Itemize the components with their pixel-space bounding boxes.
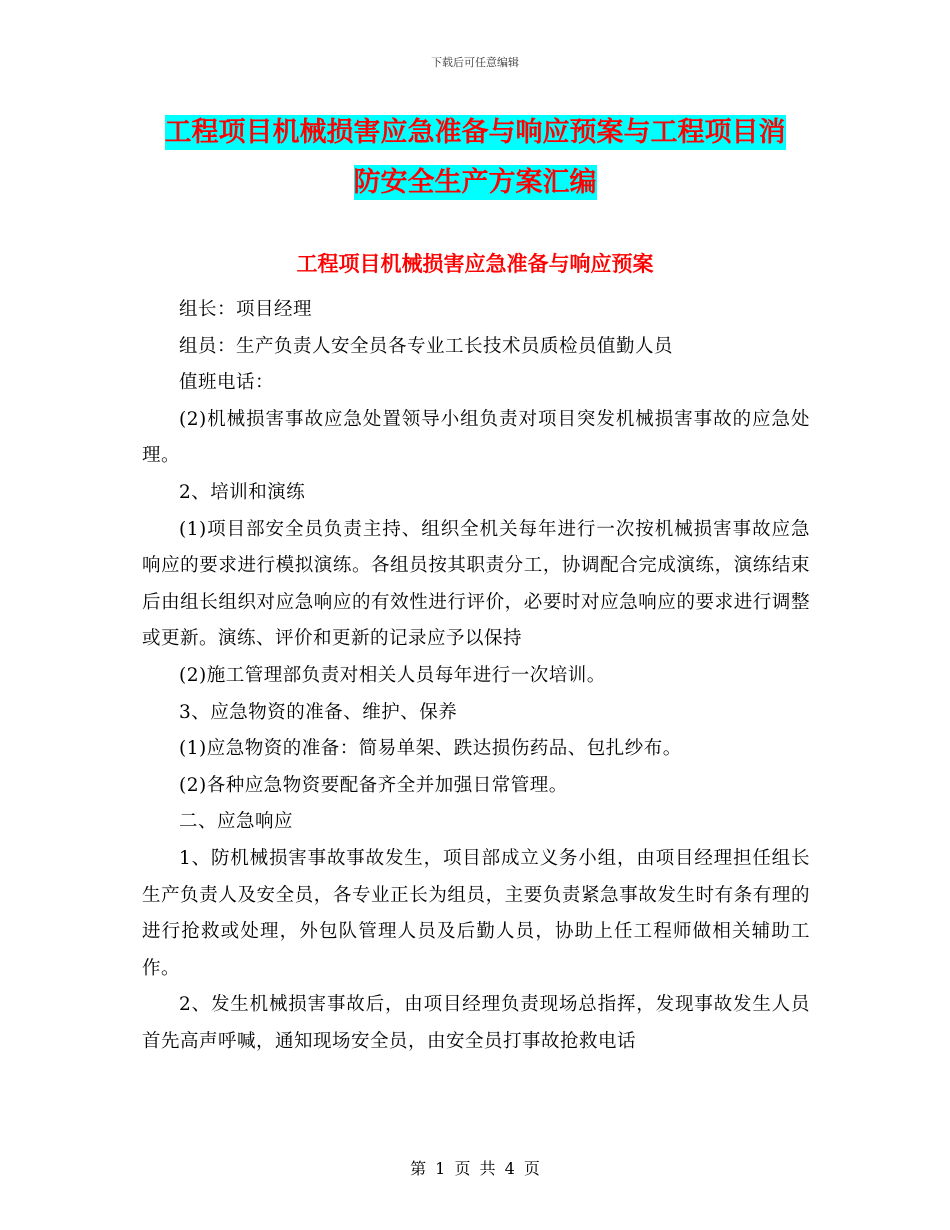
paragraph: 3、应急物资的准备、维护、保养 xyxy=(179,701,458,723)
document-title-line-2: 防安全生产方案汇编 xyxy=(353,167,597,198)
document-title-line-1: 工程项目机械损害应急准备与响应预案与工程项目消 xyxy=(164,117,786,148)
section-title: 工程项目机械损害应急准备与响应预案 xyxy=(296,252,654,276)
paragraph: 2、发生机械损害事故后，由项目经理负责现场总指挥，发现事故发生人员首先高声呼喊，通知现场安全员，由安全员打事故抢救电话 xyxy=(142,994,810,1052)
paragraph: 1、防机械损害事故事故发生，项目部成立义务小组，由项目经理担任组长生产负责人及安全员，各专业正长为组员，主要负责紧急事故发生时有条有理的进行抢救或处理，外包队管理人员及后勤人员，协助上任工程师做相关辅助工作。 xyxy=(142,847,810,979)
paragraph: 组长：项目经理 xyxy=(179,299,313,320)
header-note: 下载后可任意编辑 xyxy=(431,56,519,69)
paragraph: 2、培训和演练 xyxy=(179,481,306,503)
paragraph: (1)应急物资的准备：简易单架、跌达损伤药品、包扎纱布。 xyxy=(179,738,682,760)
paragraph: (2)各种应急物资要配备齐全并加强日常管理。 xyxy=(179,774,568,796)
paragraph: 值班电话： xyxy=(179,372,275,394)
page-footer: 第 1 页 共 4 页 xyxy=(410,1159,540,1178)
paragraph: (1)项目部安全员负责主持、组织全机关每年进行一次按机械损害事故应急响应的要求进行模拟演练。各组员按其职责分工，协调配合完成演练，演练结束后由组长组织对应急响应的有效性进行评价，必要时对应急响应的要求进行调整或更新。演练、评价和更新的记录应予以保持 xyxy=(142,518,810,650)
paragraph: 组员：生产负责人安全员各专业工长技术员质检员值勤人员 xyxy=(179,335,674,357)
paragraph: 二、应急响应 xyxy=(179,811,294,833)
paragraph: (2)施工管理部负责对相关人员每年进行一次培训。 xyxy=(179,664,606,686)
document-body xyxy=(142,292,810,1060)
paragraph: (2)机械损害事故应急处置领导小组负责对项目突发机械损害事故的应急处理。 xyxy=(142,408,810,467)
document-title xyxy=(140,108,810,208)
